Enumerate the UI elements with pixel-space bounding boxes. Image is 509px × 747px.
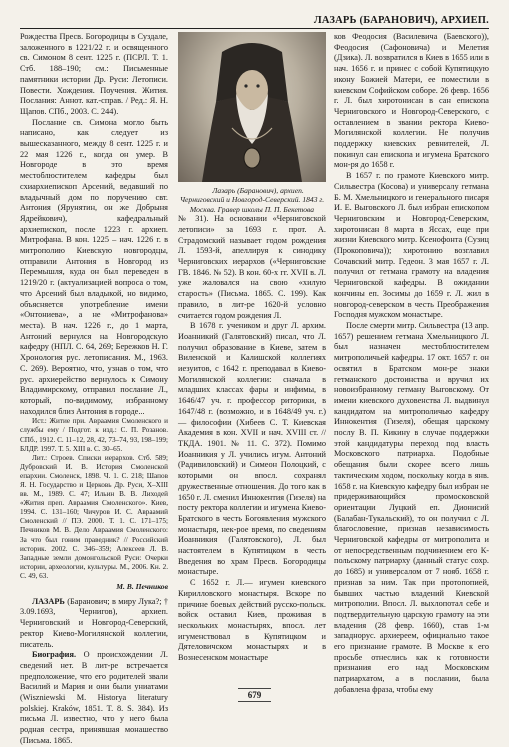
paragraph: № 31). На основании «Черниговской летописи» за 1693 г. прот. А. Страдомский называет годом рождения Л. 1593-й, апеллируя к синодику Черниговских иерархов («Черниговские ГВ. 1846. № 52). В кон. 60-х гг. XVII в. Л. уже жаловался на свою «хилую старость» (Письма. 1865. С. 199). Как правило, в лит-ре 1620-й условно считается годом рождения Л. xyxy=(178,214,326,320)
portrait-figure-icon xyxy=(178,32,326,182)
entry-heading-text: (Баранович; в миру Лука?; † 3.09.1693, Чернигов), архиеп. Черниговский и Новгород-Северский, ректор Киево-Могилянской коллегии, писатель. xyxy=(20,596,168,649)
running-header-title: ЛАЗАРЬ (БАРАНОВИЧ), АРХИЕП. xyxy=(313,15,489,26)
portrait-engraving xyxy=(178,32,326,182)
biography-text: О происхождении Л. сведений нет. В лит-ре встречается предположение, что его родителей звали Василий и Мария и они были униатами (Wiszniewski M. Historya literatury polskiej. Kraków, 1851. T. 8. S. 384). Из письма Л. известно, что у него была родная сестра, принявшая монашество (Письма. 1865. xyxy=(20,650,169,745)
page-number xyxy=(0,688,509,702)
paragraph: В 1657 г. по грамоте Киевского митр. Сильвестра (Косова) и универсалу гетмана Б. М. Хмельницкого и генерального писаря И. Е. Выговского Л. был избран епископом Черниговским и Новгород-Северским, хиротонисан 8 марта в Яссах, еще при жизни Киевского митр. Ксенофонта (Сузиц (Прокоповича)); хиротонию возглавил Сочавский митр. Гедеон. 3 мая 1657 г. Л. получил от гетмана грамоту на владения Черниговской кафедры. В ожидании кончины еп. Зосимы до 1659 г. Л. жил в новгород-северском в честь Преображения Господня мужском монастыре. xyxy=(334,171,489,320)
literature-paragraph: Лит.: Строев. Списки иерархов. Стб. 589; Дубровский И. В. История Смоленской епархии. Смоленск, 1898. Ч. 1. С. 218; Шапов Я. Н. Государство и Церковь Др. Руси, X–XIII вв. М., 1989. С. 47; Ильин В. В. Лиходей «Жития преп. Авраамия Смоленского». Киев, 1994. С. 131–160; Чичуров И. С. Авраамий Смоленский // ПЭ. 2000. Т. 1. С. 171–175; Печников М. В. Дело Авраамия Смоленского: За что был гоним праведник? // Российский историк. 2002. С. 346–359; Алексеев Л. В. Западные земли домонгольской Руси: Очерки истории, археологии, культуры. М., 2006. Кн. 2. С. 49, 63. xyxy=(20,453,168,580)
paragraph: Послание св. Симона могло быть написано, как следует из вышесказанного, между 8 сент. 1225 г. и 22 мая 1226 г., когда он умер. В Новгороде в это время местоблюстителем кафедры был схиархиепископ Арсений, ведавший по владычный дом по поручению свт. Антония (Ярунятин, он же Добрыня Ядрейкович), кафедральный архиепископ, после 1223 г. архиеп. Митрофана. В кон. 1225 – нач. 1226 г. в митрополию Киевскую новгородцы, отправили Антония в Новгород из Перемышля, куда он был переведен в 1219/20 г. (актуализацией вопроса о том, что Арсений был владыкой, но видимо, объясняется употребление имени «Онтониева», а не «Митрофанова» места). В нач. 1226 г., до 1 марта, Антоний вернулся на Новгородскую кафедру (НПЛ. С. 64, 269; Бережков Н. Г. Хронология рус. летописания. М., 1963. С. 269). Вероятно, что, узнав о том, что рус. архиерейство вернулось к Симону Владимирскому, отправил послание Л., который, по-видимому, избранному находился близ Антония в городе... xyxy=(20,117,168,416)
column-right xyxy=(334,32,489,694)
paragraph: В 1678 г. учеником и друг Л. архим. Иоанникий (Галятовский) писал, что Л. получил образование в Киеве, затем в Виленской и Калишской коллегиях иезуитов, с 1642 г. преподавал в Киево-Могилянской коллегии: сначала в младших классах фары и инфимы, в 1646/47 уч. г. профессор риторики, в 1647/48 г. (возможно, и в 1648/49 уч. г.) — философии (Хибеев С. Т. Киевская Академия в кон. XVII и нач. XVIII ст. // ТКДА. 1901. № 11. С. 372). Помимо Иоанникия у Л. учились игум. Антоний (Радивиловский) и Симеон Полоцкий, с которыми он впосл. сохранял дружественные отношения. До того как в 1650 г. Л. сменил Иннокентия (Гизеля) на посту ректора коллегии и игумена Киево-Братского в честь Богоявления мужского монастыря, нек-рое время, по сведениям Иоанникия (Галятовского), Л. был настоятелем в Купятицком в честь Введения во храм Пресв. Богородицы монастыре. xyxy=(178,321,326,577)
entry-name: ЛАЗАРЬ xyxy=(32,596,65,606)
paragraph: ков Феодосия (Василевича (Баевского)), Феодосия (Сафоновича) и Мелетия (Дзика). Л. возвратился в Киев в 1655 или в нач. 1656 г. и принес с собой Купятицкую икону Божией Матери, ее поместили в киевском Софийском соборе. 26 февр. 1656 г. Л. был хиротонисан в сан епископа Черниговского и Новгород-Северского, с оставлением в звании ректора Киево-Могилянской коллегии. Не получив поддержку киевских ревнителей, Л. покинул сан епископа и игумена Братского мон-ря до 1658 г. xyxy=(334,32,489,170)
paragraph: После смерти митр. Сильвестра (13 апр. 1657) решением гетмана Хмельницкого Л. был назначен местоблюстителем митрополичьей кафедры. 17 окт. 1657 г. он освятил в Братском мон-ре знаки гетманского достоинства и вручил их новоизбранному гетману Выговскому. От имени киевского духовенства Л. выдвинул кандидатом на митрополичью кафедру Иннокентия (Гизеля), обещая царскому послу В. П. Кикину в случае поддержки этой кандидатуры переход под власть Московского патриарха. Подобные обещания были скорее всего лишь тактическим ходом, поскольку когда в янв. 1658 г. на Киевскую кафедру был избран не придерживающийся промосковской ориентации Луцкий еп. Дионисий (Балабан-Тукальский), то он получил с Л. благословение, признав независимость Черниговской кафедры от митрополита и от непосредственным подчинением его К-польскому патриарху (данный статус сохр. до 1685) и универсалом от 7 нояб. 1658 г. признав за ним. Так при протопопией, бывших частью владений Киевской митрополии. Впосл. Л. выхлопотал себе и подтвердительную царскую грамоту на эти владения (28 февр. 1660), став 1-м западнорус. архиереем, официально такое его признание грамоте. В Москве к его просьбе отнеслись как к готовности признания его над Московским патриархатом, а в послании, была добавлена фраза, чтобы ему xyxy=(334,320,489,694)
column-middle xyxy=(178,32,326,676)
biography-label: Биография. xyxy=(32,650,77,660)
entry-heading xyxy=(20,597,168,651)
author-signature: М. В. Печников xyxy=(116,582,168,591)
running-header xyxy=(20,10,489,29)
sources-paragraph: Ист.: Житие при. Авраамия Смоленского и службы ему / Подгот. к изд.: С. П. Розанов. СПб., 1912. С. 11–12, 28, 42, 73–74, 93, 198–199; БЛДР. 1997. Т. 5. XIII в. С. 30–65. xyxy=(20,417,168,453)
paragraph: Рождества Пресв. Богородицы в Суздале, заложенного в 1221/22 г. и освященного св. Симоном 8 сент. 1225 г. (ПСРЛ. Т. 1. Стб. 188–190; см.: Письменные памятники истории Др. Руси: Летописи. Повести. Хождения. Поучения. Жития. Послания: Аннот. кат.-справ. / Ред.: Я. Н. Щапов. СПб., 2003. С. 244). xyxy=(20,32,168,116)
portrait-caption: Лазарь (Баранович), архиеп. Черниговский и Новгород-Северский. 1843 г. Москва. Гравер школы П. П. Бекетова xyxy=(179,186,325,214)
page-number-text: 679 xyxy=(238,688,272,702)
paragraph: С 1652 г. Л.— игумен киевского Кирилловского монастыря. Вскоре по причине боевых действий русско-польск. войск оставил Киев, проживая в нескольких монастырях, впосл. лет игуменствовал в Купятицком и Дятеловичском монастырях и в Вознесенском монастыре xyxy=(178,578,326,663)
column-left xyxy=(20,32,169,745)
